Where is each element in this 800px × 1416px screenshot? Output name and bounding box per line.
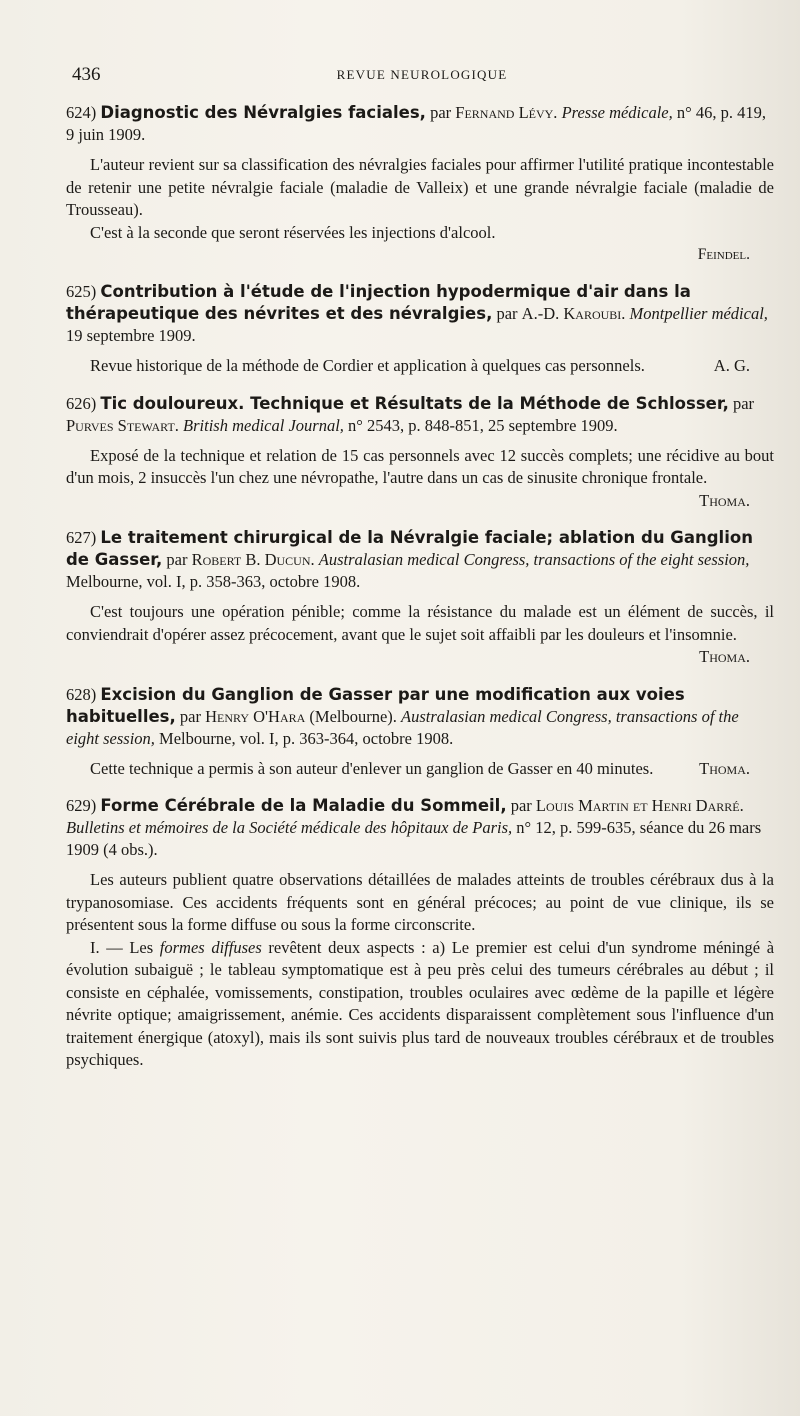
entry-number: 624) — [66, 103, 97, 122]
entry-signature: A. G. — [713, 356, 750, 375]
paragraph-text: revêtent deux aspects : a) Le premier est celui d'un syndrome méningé à évolution subaiguë ; le tableau symptomatique est à peu près celui des tumeurs cérébrales au début ; il consiste en céphalée, vomissements, constipation, troubles oculaires avec œdème de la papille et légère névrite optique; amaigrissement, anémie. Ces accidents disparaissent complètement sous l'influence d'un traitement énergique (atoxyl), mais ils sont suivis plus tard de nouveaux troubles cérébraux et de troubles psychiques. — [66, 937, 775, 1069]
entry-author: Fernand Lévy. — [455, 103, 558, 122]
running-head: REVUE NEUROLOGIQUE — [336, 67, 508, 82]
entry-number: 625) — [66, 282, 97, 301]
entry-body — [66, 445, 774, 513]
entry-body — [66, 758, 774, 781]
entry-author: Purves Stewart. — [66, 415, 179, 435]
entry-citation: Melbourne, vol. I, p. 363-364, octobre 1908. — [159, 728, 454, 748]
entry-author: Robert B. Ducun. — [191, 550, 315, 569]
entry-title: Excision du Ganglion de Gasser par une modification aux voies habituelles, — [66, 684, 685, 726]
entry-journal: Montpellier médical, — [629, 304, 768, 323]
abstract-entry-624 — [66, 102, 774, 266]
entry-author: Louis Martin et Henri Darré. — [535, 796, 744, 815]
entry-number: 627) — [66, 528, 97, 547]
abstract-entry-625 — [66, 281, 774, 378]
entry-paragraph: Les auteurs publient quatre observations détaillées de malades atteints de troubles cérébraux dus à la trypanosomiase. Ces accidents fréquents sont en général précoces; au point de vue clinique, ils se présentent sous la forme diffuse ou sous la forme circonscrite. — [66, 870, 774, 934]
entry-paragraph-text: C'est toujours une opération pénible; comme la résistance du malade est un élément de succès, il conviendrait d'opérer assez précocement, avant que le sujet soit affaibli par les douleurs et l'insomnie. — [66, 602, 774, 644]
abstract-entry-628 — [66, 684, 774, 781]
entry-author: Henry O'Hara — [205, 706, 306, 726]
entry-citation: n° 46, p. 419, 9 juin 1909. — [66, 103, 766, 144]
entry-heading — [66, 281, 774, 347]
entry-paragraph: C'est à la seconde que seront réservées les injections d'alcool. — [90, 222, 496, 242]
entry-title: Forme Cérébrale de la Maladie du Sommeil, — [100, 796, 507, 815]
entry-by: par — [166, 550, 188, 569]
paragraph-lead: I. — Les — [90, 937, 154, 957]
entry-body — [66, 869, 774, 1072]
entry-number: 626) — [66, 393, 97, 413]
entry-heading — [66, 393, 774, 437]
entry-by: par — [732, 393, 755, 413]
entry-journal: Presse médicale, — [561, 103, 673, 122]
entry-citation: n° 12, p. 599-635, séance du 26 mars 1909 (4 obs.). — [66, 818, 762, 859]
entry-citation: Melbourne, vol. I, p. 358-363, octobre 1908. — [66, 572, 361, 591]
entry-paragraph — [66, 758, 774, 781]
entry-signature: Thoma. — [699, 758, 750, 778]
entry-title: Diagnostic des Névralgies faciales, — [100, 103, 426, 122]
entry-by: par — [430, 103, 452, 122]
paragraph-lead-italic: formes diffuses — [159, 937, 262, 957]
entry-number: 628) — [66, 684, 97, 704]
entry-paragraph — [66, 355, 774, 378]
entry-citation: n° 2543, p. 848-851, 25 septembre 1909. — [348, 415, 618, 435]
entry-paragraph-text: Exposé de la technique et relation de 15 cas personnels avec 12 succès complets; une récidive au bout d'un mois, 2 insuccès l'un chez une névropathe, l'autre dans un cas de sinusite chronique frontale. — [66, 445, 774, 487]
entry-title: Contribution à l'étude de l'injection hypodermique d'air dans la thérapeutique des névrites et des névralgies, — [66, 282, 691, 323]
entry-by: par — [496, 304, 518, 323]
entry-signature: Feindel. — [697, 246, 750, 263]
entry-body — [66, 601, 774, 669]
abstract-entry-629 — [66, 795, 774, 1072]
entry-title: Le traitement chirurgical de la Névralgie faciale; ablation du Ganglion de Gasser, — [66, 528, 753, 569]
abstract-entry-627 — [66, 527, 774, 669]
abstracts-column — [66, 102, 774, 1087]
entry-heading — [66, 795, 774, 861]
entry-body — [66, 154, 774, 244]
entry-paragraph-diffuse-forms — [66, 937, 774, 1072]
entry-signature: Thoma. — [699, 647, 750, 666]
abstract-entry-626 — [66, 393, 774, 513]
entry-signature: Thoma. — [699, 490, 750, 510]
entry-journal: Bulletins et mémoires de la Société médicale des hôpitaux de Paris, — [66, 818, 513, 837]
entry-number: 629) — [66, 796, 97, 815]
entry-heading — [66, 102, 774, 146]
entry-paragraph: L'auteur revient sur sa classification des névralgies faciales pour affirmer l'utilité pratique incontestable de retenir une petite névralgie faciale (maladie de Valleix) et une grande névralgie faciale (maladie de Trousseau). — [66, 155, 774, 219]
entry-by: par — [179, 706, 201, 726]
entry-journal: British medical Journal, — [183, 415, 344, 435]
entry-paragraph — [66, 445, 774, 510]
entry-heading — [66, 527, 774, 593]
entry-heading — [66, 684, 774, 750]
entry-author-note: (Melbourne). — [309, 706, 397, 726]
entry-body — [66, 355, 774, 378]
entry-paragraph-text: Revue historique de la méthode de Cordier et application à quelques cas personnels. — [90, 356, 645, 375]
entry-journal: Australasian medical Congress, transactions of the eight session, — [318, 550, 750, 569]
entry-citation: 19 septembre 1909. — [66, 326, 196, 345]
entry-author: A.-D. Karoubi. — [521, 304, 626, 323]
entry-by: par — [510, 796, 532, 815]
page-number: 436 — [72, 64, 101, 85]
entry-journal: Australasian medical Congress, transactions of the eight session, — [66, 706, 739, 748]
page-header — [72, 64, 772, 88]
entry-paragraph-text: Cette technique a permis à son auteur d'enlever un ganglion de Gasser en 40 minutes. — [90, 758, 654, 778]
entry-title: Tic douloureux. Technique et Résultats de la Méthode de Schlosser, — [100, 393, 729, 413]
entry-paragraph — [66, 601, 774, 666]
